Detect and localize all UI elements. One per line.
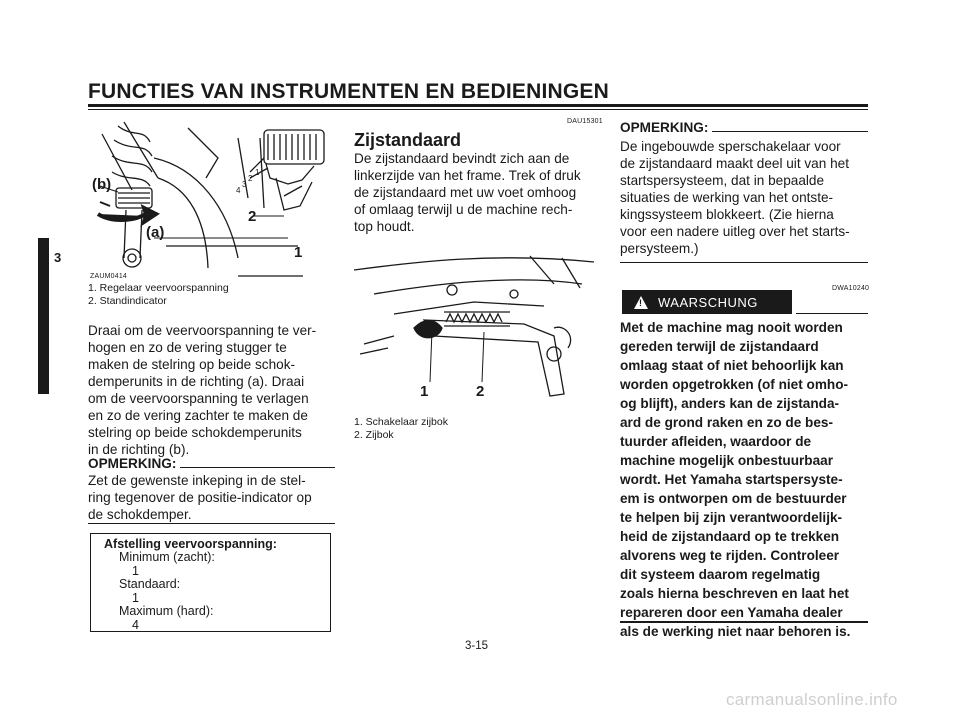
warning-line: heid de zijstandaard op te trekken bbox=[620, 529, 840, 544]
inset-callout-2: 2 bbox=[248, 174, 253, 183]
right-note-heading bbox=[620, 120, 868, 135]
section-code: DAU15301 bbox=[567, 118, 603, 125]
setting-value: 4 bbox=[132, 617, 139, 632]
warning-label: WAARSCHUNG bbox=[658, 294, 758, 310]
body-line: demperunits in de richting (a). Draai bbox=[88, 374, 305, 389]
warning-line: dit systeem daarom regelmatig bbox=[620, 567, 821, 582]
caption-item: 1. Schakelaar zijbok bbox=[354, 416, 448, 428]
inset-callout-3: 3 bbox=[242, 180, 247, 189]
chapter-tab-number: 3 bbox=[54, 250, 62, 265]
settings-title: Afstelling veervoorspanning: bbox=[104, 537, 277, 551]
warning-line: em is ontworpen om de bestuurder bbox=[620, 491, 847, 506]
sidestand-callout-2: 2 bbox=[476, 383, 485, 400]
sidestand-figure bbox=[354, 244, 602, 412]
watermark: carmanualsonline.info bbox=[726, 690, 898, 709]
chapter-tab-bar bbox=[38, 238, 49, 394]
setting-label: Maximum (hard): bbox=[119, 604, 214, 618]
warning-end-rule bbox=[620, 621, 868, 623]
warning-line: Met de machine mag nooit worden bbox=[620, 320, 843, 335]
note-title-rule bbox=[180, 467, 335, 468]
warning-code: DWA10240 bbox=[832, 285, 870, 292]
suspension-figure bbox=[88, 118, 336, 286]
warning-line: gereden terwijl de zijstandaard bbox=[620, 339, 819, 354]
warning-line: og blijft), anders kan de zijstanda- bbox=[620, 396, 840, 411]
setting-label: Standaard: bbox=[119, 577, 181, 591]
note-line: ring tegenover de positie-indicator op bbox=[88, 490, 312, 505]
body-line: om de veervoorspanning te verlagen bbox=[88, 391, 309, 406]
middle-figure-captions bbox=[354, 416, 448, 441]
body-line: De zijstandaard bevindt zich aan de bbox=[354, 151, 570, 166]
note-line: voor een nadere uitleg over het starts- bbox=[620, 224, 850, 239]
caption-item: 2. Zijbok bbox=[354, 428, 394, 441]
left-figure-captions bbox=[88, 282, 229, 307]
warning-text bbox=[620, 318, 868, 641]
body-line: linkerzijde van het frame. Trek of druk bbox=[354, 168, 581, 183]
body-line: stelring op beide schokdemperunits bbox=[88, 425, 302, 440]
warning-line: te helpen bij zijn verantwoordelijk- bbox=[620, 510, 843, 525]
note-line: de schokdemper. bbox=[88, 507, 192, 522]
warning-line: repareren door een Yamaha dealer bbox=[620, 605, 843, 620]
page-header-title: FUNCTIES VAN INSTRUMENTEN EN BEDIENINGEN bbox=[88, 80, 609, 103]
note-title-rule bbox=[712, 131, 868, 132]
note-end-rule bbox=[88, 523, 335, 524]
caption-item: 1. Regelaar veervoorspanning bbox=[88, 282, 229, 294]
body-line: in de richting (b). bbox=[88, 442, 190, 457]
warning-line: worden opgetrokken (of niet omho- bbox=[620, 377, 849, 392]
figure-callout-b: (b) bbox=[92, 176, 112, 193]
setting-value: 1 bbox=[132, 590, 139, 605]
settings-list bbox=[119, 551, 215, 632]
settings-box bbox=[90, 533, 331, 632]
warning-badge-rule bbox=[796, 313, 868, 314]
middle-body-text bbox=[354, 150, 602, 235]
note-line: startspersysteem, dat in bepaalde bbox=[620, 173, 825, 188]
setting-label: Minimum (zacht): bbox=[119, 550, 215, 564]
warning-line: wordt. Het Yamaha startspersyste- bbox=[620, 472, 843, 487]
body-line: top houdt. bbox=[354, 219, 415, 234]
warning-line: tuurder afleiden, waardoor de bbox=[620, 434, 812, 449]
figure-callout-1: 1 bbox=[294, 244, 303, 261]
warning-icon: ! bbox=[634, 296, 648, 309]
sidestand-callout-1: 1 bbox=[420, 383, 429, 400]
left-note-heading bbox=[88, 456, 335, 471]
warning-line: ard de grond raken en zo de bes- bbox=[620, 415, 834, 430]
note-line: Zet de gewenste inkeping in de stel- bbox=[88, 473, 306, 488]
inset-callout-4: 4 bbox=[236, 186, 241, 195]
left-note-text bbox=[88, 472, 335, 523]
header-rule bbox=[88, 104, 868, 107]
figure-code: ZAUM0414 bbox=[90, 273, 128, 280]
warning-line: omlaag staat of niet behoorlijk kan bbox=[620, 358, 844, 373]
note-line: kingssysteem blokkeert. (Zie hierna bbox=[620, 207, 834, 222]
warning-line: machine mogelijk onbestuurbaar bbox=[620, 453, 834, 468]
body-line: en zo de vering zachter te maken de bbox=[88, 408, 308, 423]
note-line: situaties de werking van het ontste- bbox=[620, 190, 834, 205]
note-end-rule bbox=[620, 262, 868, 263]
inset-callout-1: 1 bbox=[255, 168, 260, 177]
body-line: maken de stelring op beide schok- bbox=[88, 357, 296, 372]
header-rule-thin bbox=[88, 109, 868, 110]
body-line: of omlaag terwijl u de machine rech- bbox=[354, 202, 573, 217]
note-line: persysteem.) bbox=[620, 241, 699, 256]
setting-value: 1 bbox=[132, 563, 139, 578]
body-line: Draai om de veervoorspanning te ver- bbox=[88, 323, 317, 338]
note-title: OPMERKING: bbox=[620, 120, 709, 135]
note-line: De ingebouwde sperschakelaar voor bbox=[620, 139, 841, 154]
note-line: de zijstandaard maakt deel uit van het bbox=[620, 156, 849, 171]
figure-callout-a: (a) bbox=[146, 224, 165, 241]
note-title: OPMERKING: bbox=[88, 456, 177, 471]
figure-callout-2: 2 bbox=[248, 208, 257, 225]
warning-line: zoals hierna beschreven en laat het bbox=[620, 586, 849, 601]
warning-line: alvorens weg te rijden. Controleer bbox=[620, 548, 840, 563]
body-line: de zijstandaard met uw voet omhoog bbox=[354, 185, 577, 200]
body-line: hogen en zo de vering stugger te bbox=[88, 340, 287, 355]
section-title: Zijstandaard bbox=[354, 130, 462, 150]
warning-line: als de werking niet naar behoren is. bbox=[620, 624, 851, 639]
page-number: 3-15 bbox=[465, 640, 489, 652]
right-note-text bbox=[620, 138, 868, 257]
warning-badge bbox=[622, 290, 792, 314]
caption-item: 2. Standindicator bbox=[88, 294, 167, 307]
left-body-text bbox=[88, 322, 335, 458]
